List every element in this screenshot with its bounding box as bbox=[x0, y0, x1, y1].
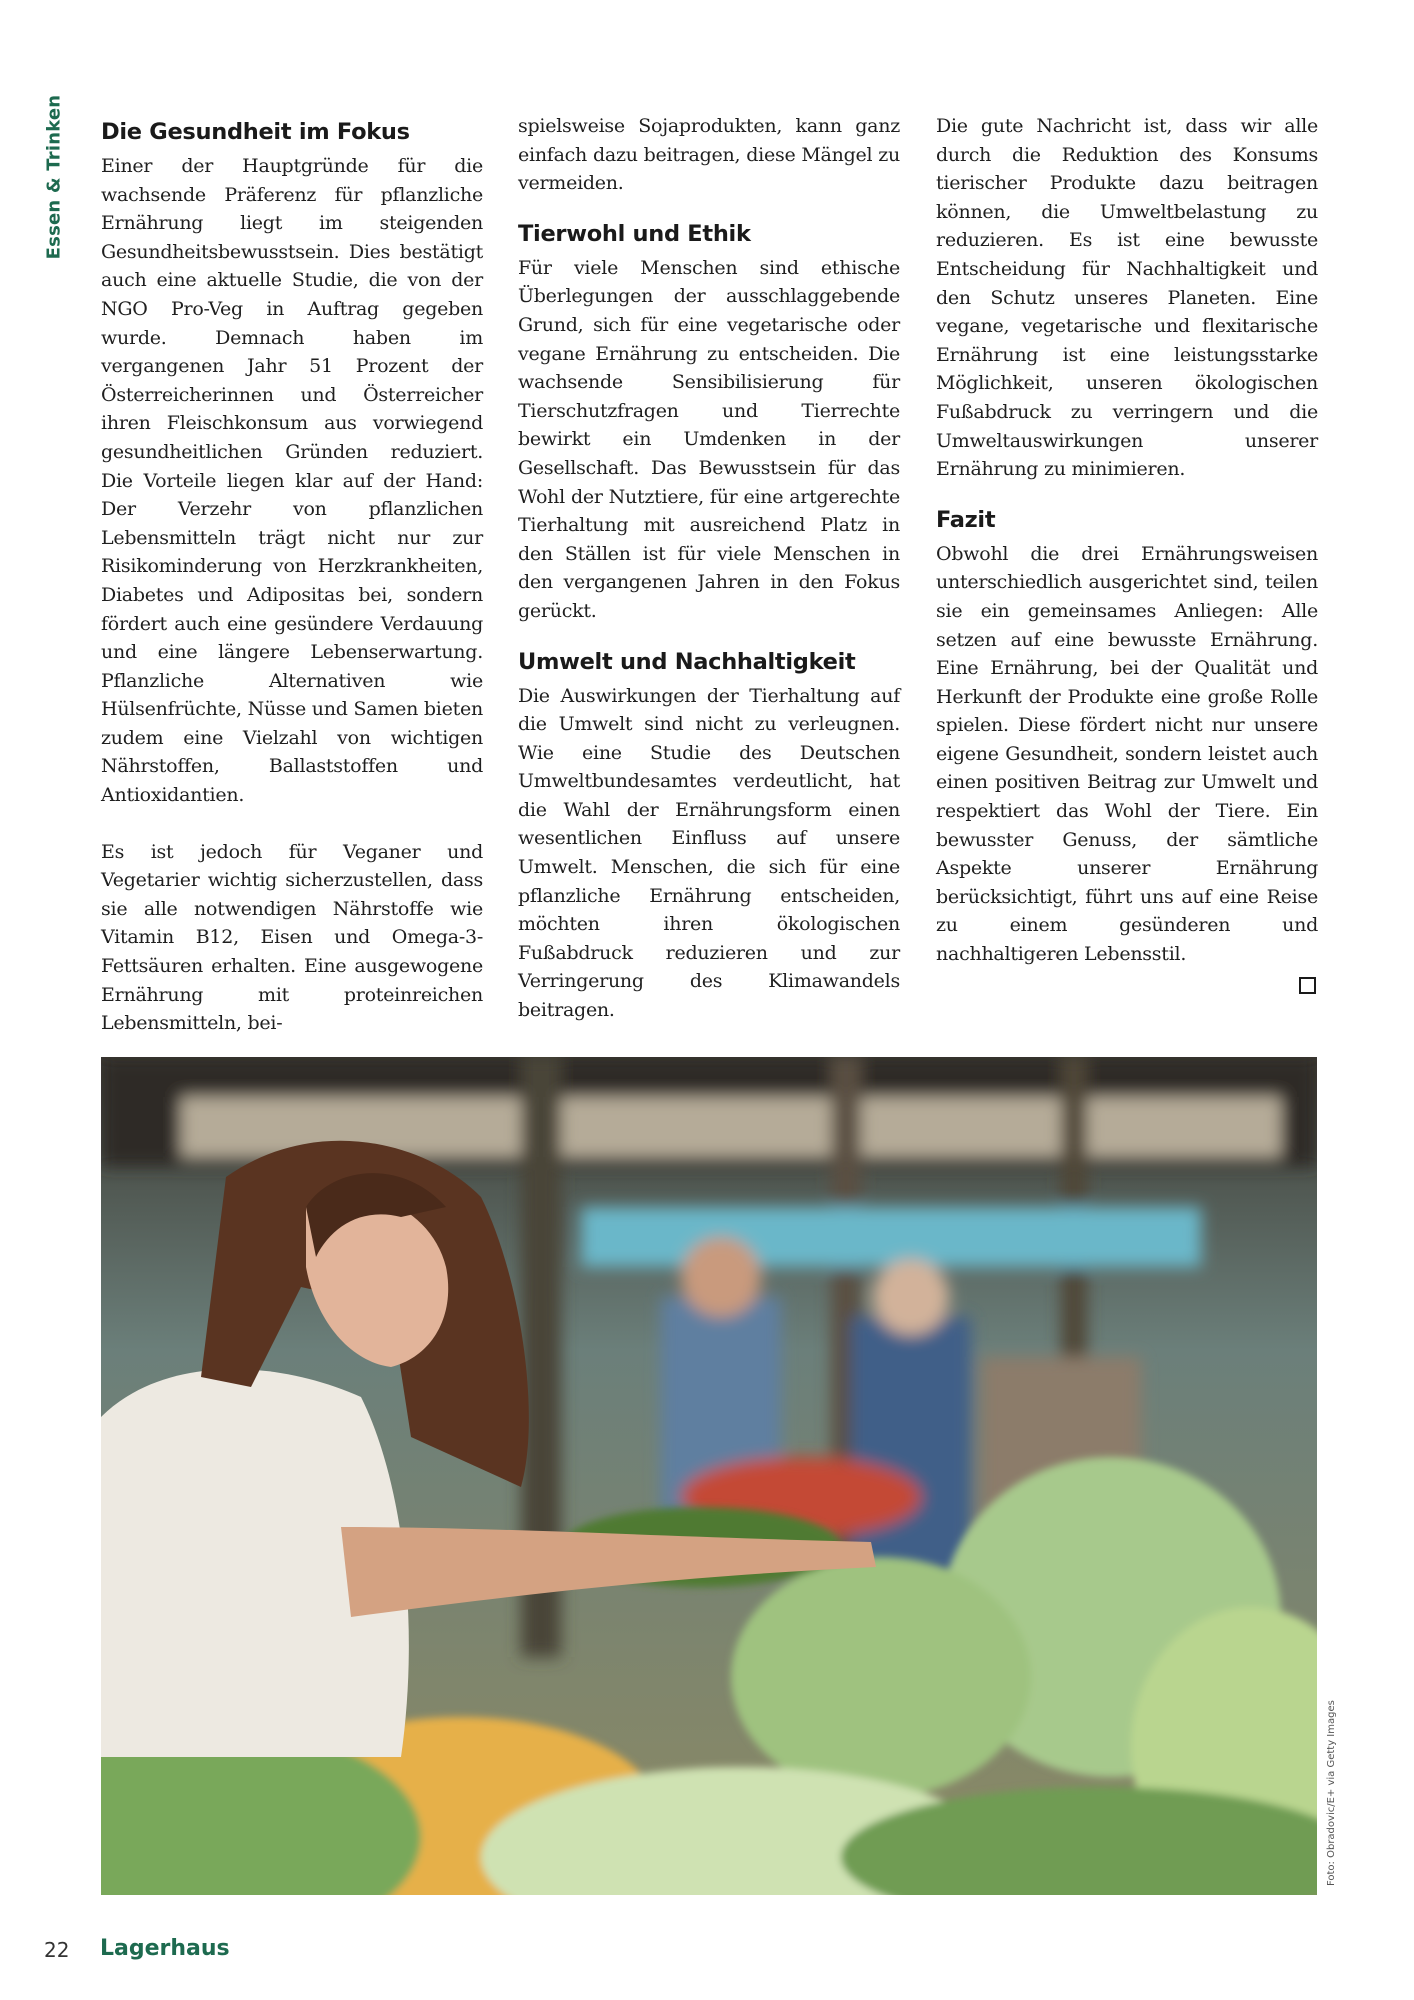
end-of-article-icon bbox=[1299, 977, 1316, 994]
paragraph: Einer der Hauptgründe für die wachsende Präferenz für pflanzliche Ernährung liegt im steigenden Gesundheitsbewusstsein. Dies bestätigt auch eine aktuelle Studie, die von der NGO Pro-Veg in Auftrag gegeben wurde. Demnach haben im vergangenen Jahr 51 Prozent der Österreicherinnen und Österreicher ihren Fleischkonsum aus vorwiegend gesundheitlichen Gründen reduziert. Die Vorteile liegen klar auf der Hand: Der Verzehr von pflanzlichen Lebensmitteln trägt nicht nur zur Risikominderung von Herzkrankheiten, Diabetes und Adipositas bei, sondern fördert auch eine gesündere Verdauung und eine längere Lebenserwartung. Pflanzliche Alternativen wie Hülsenfrüchte, Nüsse und Samen bieten zudem eine Vielzahl von wichtigen Nährstoffen, Ballaststoffen und Antioxidantien. bbox=[101, 155, 483, 807]
article-column-3 bbox=[936, 112, 1318, 994]
market-photo bbox=[101, 1057, 1317, 1895]
section-label-text: Essen & Trinken bbox=[43, 94, 65, 260]
heading-tierwohl: Tierwohl und Ethik bbox=[518, 220, 751, 247]
closing-paragraph-wrap bbox=[936, 540, 1318, 969]
paragraph: Für viele Menschen sind ethische Überlegungen der ausschlaggebende Grund, sich für eine vegetarische oder vegane Ernährung zu entscheiden. Die wachsende Sensibilisierung für Tierschutzfragen und Tierrechte bewirkt ein Umdenken in der Gesellschaft. Das Bewusstsein für das Wohl der Nutztiere, für eine artgerechte Tierhaltung mit ausreichend Platz in den Ställen ist für viele Menschen in den vergangenen Jahren in den Fokus gerückt. bbox=[518, 256, 900, 622]
paragraph: Obwohl die drei Ernährungsweisen unterschiedlich ausgerichtet sind, teilen sie ein gemeinsames Anliegen: Alle setzen auf eine bewusste Ernährung. Eine Ernährung, bei der Qualität und Herkunft der Produkte eine große Rolle spielen. Diese fördert nicht nur unsere eigene Gesundheit, sondern leistet auch einen positiven Beitrag zur Umwelt und respektiert das Wohl der Tiere. Ein bewusster Genuss, der sämtliche Aspekte unserer Ernährung berücksichtigt, führt uns auf eine Reise zu einem gesünderen und nachhaltigeren Lebensstil. bbox=[936, 542, 1318, 966]
heading-gesundheit: Die Gesundheit im Fokus bbox=[101, 119, 410, 145]
magazine-brand: Lagerhaus bbox=[100, 1936, 230, 1961]
paragraph: Die gute Nachricht ist, dass wir alle durch die Reduktion des Konsums tierischer Produkte dazu beitragen können, die Umweltbelastung zu reduzieren. Es ist eine bewusste Entscheidung für Nachhaltigkeit und den Schutz unseres Planeten. Eine vegane, vegetarische und flexitarische Ernährung ist eine leistungsstarke Möglichkeit, unseren ökologischen Fußabdruck zu verringern und die Umweltauswirkungen unserer Ernährung zu minimieren. bbox=[936, 115, 1318, 481]
market-photo-illustration bbox=[101, 1057, 1317, 1895]
article-column-1 bbox=[101, 112, 483, 1038]
section-label bbox=[40, 92, 68, 262]
heading-fazit: Fazit bbox=[936, 506, 996, 533]
paragraph: Es ist jedoch für Veganer und Vegetarier wichtig sicherzustellen, dass sie alle notwendigen Nährstoffe wie Vitamin B12, Eisen und Omega-3-Fettsäuren erhalten. Eine ausgewogene Ernährung mit proteinreichen Lebensmitteln, bei- bbox=[101, 840, 483, 1035]
paragraph: spielsweise Sojaprodukten, kann ganz einfach dazu beitragen, diese Mängel zu vermeiden. bbox=[518, 115, 900, 195]
paragraph: Die Auswirkungen der Tierhaltung auf die Umwelt sind nicht zu verleugnen. Wie eine Studie des Deutschen Umweltbundesamtes verdeutlicht, hat die Wahl der Ernährungsform einen wesentlichen Einfluss auf unsere Umwelt. Menschen, die sich für eine pflanzliche Ernährung entscheiden, möchten ihren ökologischen Fußabdruck reduzieren und zur Verringerung des Klimawandels beitragen. bbox=[518, 684, 900, 1022]
page-number: 22 bbox=[44, 1938, 70, 1962]
heading-umwelt: Umwelt und Nachhaltigkeit bbox=[518, 648, 856, 675]
photo-credit: Foto: Obradovic/E+ via Getty Images bbox=[1326, 1700, 1337, 1886]
article-column-2 bbox=[518, 112, 900, 1025]
